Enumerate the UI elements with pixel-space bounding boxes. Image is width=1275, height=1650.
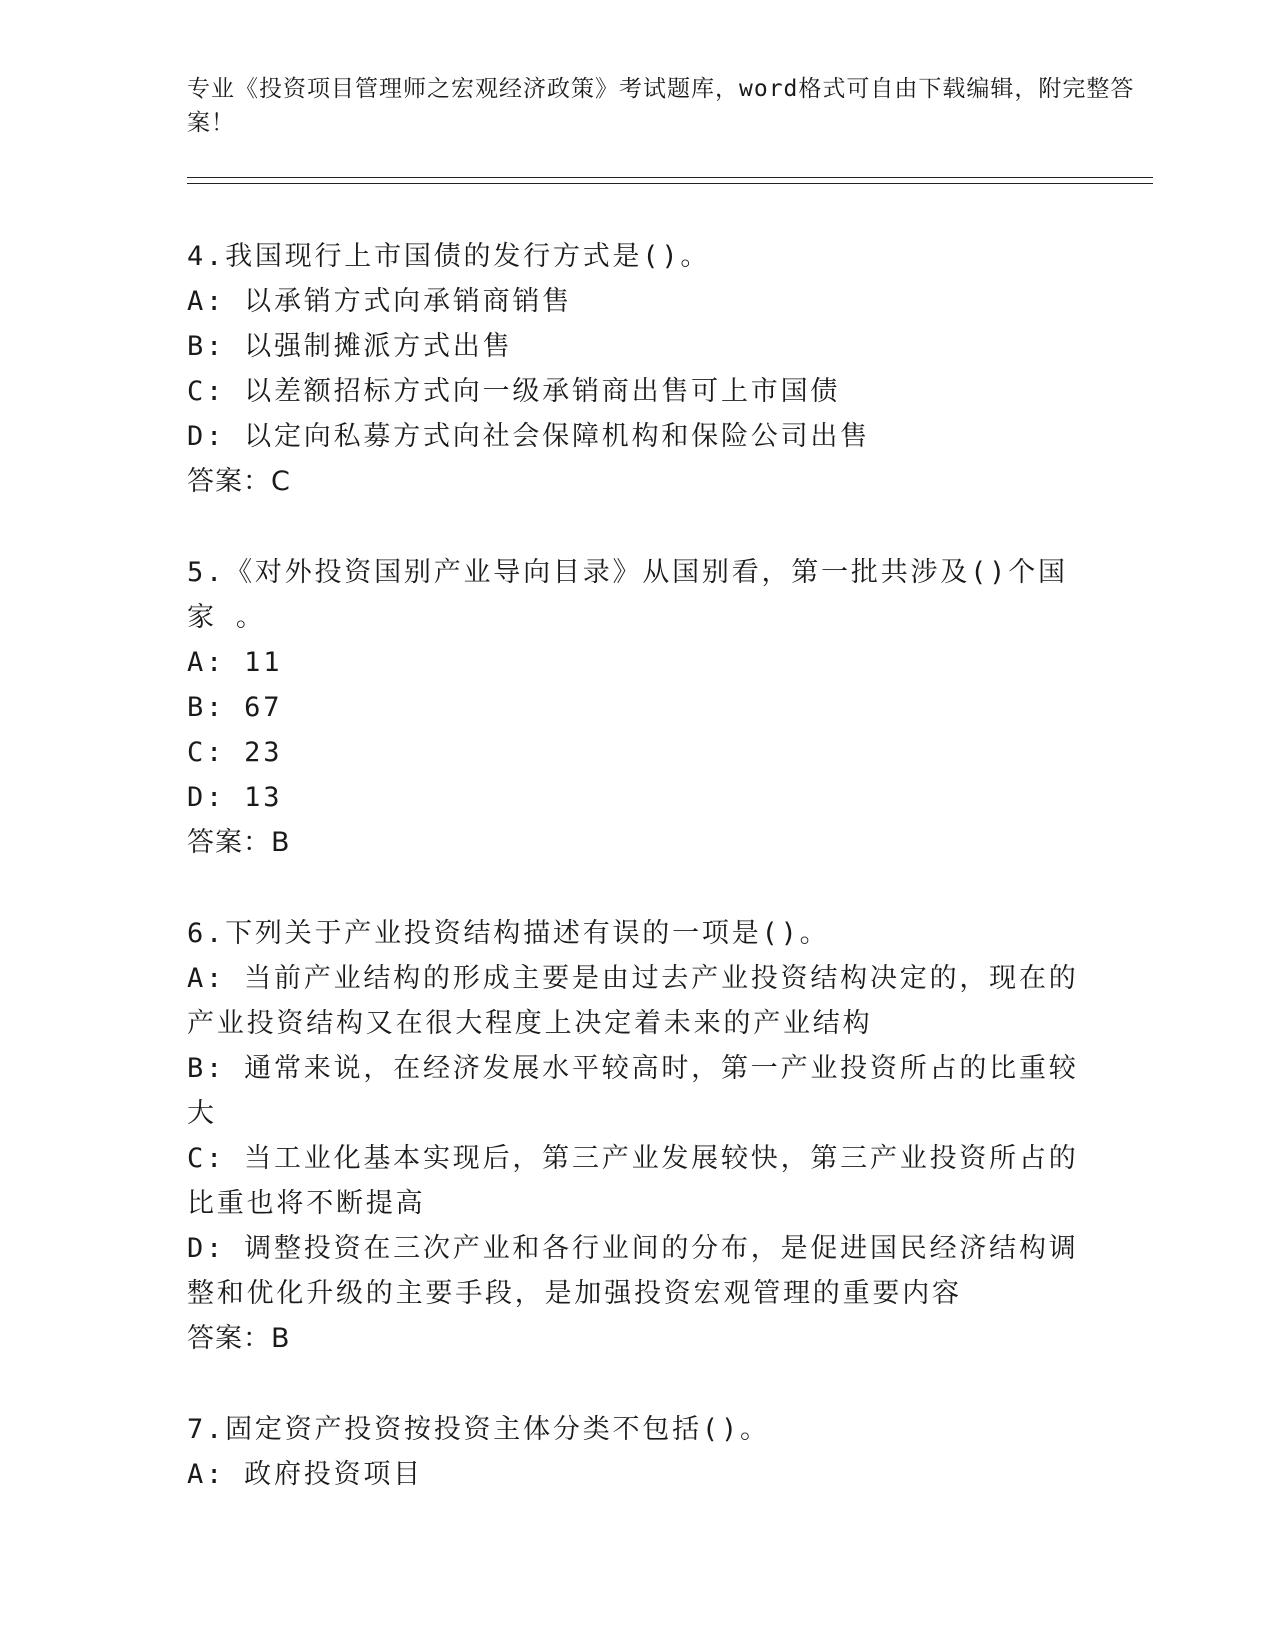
option-a: A: 以承销方式向承销商销售 — [187, 286, 572, 317]
option-a: A: 当前产业结构的形成主要是由过去产业投资结构决定的，现在的产业投资结构又在很大程度上决定着未来的产业结构 — [187, 963, 1079, 1039]
option-a: A: 政府投资项目 — [187, 1459, 423, 1490]
option-a: A: 11 — [187, 647, 283, 678]
option-d: D: 13 — [187, 782, 283, 813]
answer: 答案：C — [187, 466, 291, 497]
option-b: B: 通常来说，在经济发展水平较高时，第一产业投资所占的比重较大 — [187, 1053, 1079, 1129]
option-c: C: 以差额招标方式向一级承销商出售可上市国债 — [187, 376, 841, 407]
question-stem: 6.下列关于产业投资结构描述有误的一项是()。 — [187, 918, 830, 949]
option-b: B: 以强制摊派方式出售 — [187, 331, 513, 362]
answer: 答案：B — [187, 827, 291, 858]
intro-text: 专业《投资项目管理师之宏观经济政策》考试题库，word格式可自由下载编辑，附完整答案！ — [187, 76, 1135, 136]
answer: 答案：B — [187, 1323, 291, 1354]
question-stem: 4.我国现行上市国债的发行方式是()。 — [187, 241, 711, 272]
option-d: D: 以定向私募方式向社会保障机构和保险公司出售 — [187, 421, 870, 452]
question-6 — [187, 911, 1087, 1361]
document-intro — [187, 72, 1147, 140]
option-b: B: 67 — [187, 692, 283, 723]
question-7 — [187, 1407, 1087, 1497]
question-5 — [187, 550, 1087, 865]
option-d: D: 调整投资在三次产业和各行业间的分布，是促进国民经济结构调整和优化升级的主要手段，是加强投资宏观管理的重要内容 — [187, 1233, 1079, 1309]
option-c: C: 23 — [187, 737, 283, 768]
question-4 — [187, 234, 1087, 504]
option-c: C: 当工业化基本实现后，第三产业发展较快，第三产业投资所占的比重也将不断提高 — [187, 1143, 1079, 1219]
question-stem: 5.《对外投资国别产业导向目录》从国别看，第一批共涉及()个国家 。 — [187, 557, 1068, 633]
header-divider-bottom — [187, 183, 1153, 184]
question-list — [187, 234, 1087, 1543]
header-divider-top — [187, 177, 1153, 178]
question-stem: 7.固定资产投资按投资主体分类不包括()。 — [187, 1414, 770, 1445]
